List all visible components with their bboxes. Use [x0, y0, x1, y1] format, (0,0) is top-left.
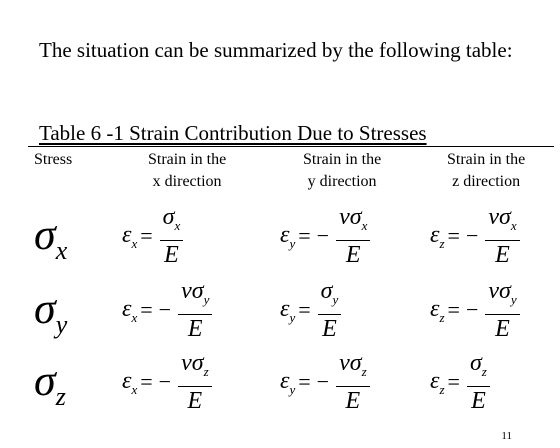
fraction-denominator: E — [187, 387, 203, 414]
equals-sign: = — [140, 297, 153, 323]
epsilon-subscript: x — [131, 381, 138, 397]
equals-sign: = — [447, 223, 460, 249]
epsilon-symbol: $\varepsilon_y$ — [280, 295, 296, 325]
equals-sign: = — [298, 297, 311, 323]
strain-eq-z-z — [430, 351, 490, 414]
equals-sign: = — [447, 297, 460, 323]
header-stress: Stress — [34, 151, 73, 168]
equals-sign: = — [298, 223, 311, 249]
fraction-numerator: $\nu\sigma_z$ — [336, 351, 370, 387]
fraction-denominator: E — [345, 241, 361, 268]
fraction — [467, 351, 490, 414]
equals-sign: = — [140, 369, 153, 395]
epsilon-subscript: x — [131, 235, 138, 251]
stress-subscript: y — [55, 310, 68, 339]
page-number: 11 — [501, 430, 512, 442]
fraction-denominator: E — [345, 387, 361, 414]
stress-symbol-x: $\sigma_x$ — [34, 210, 68, 265]
strain-eq-y-z — [430, 279, 520, 342]
epsilon-symbol: $\varepsilon_y$ — [280, 367, 296, 397]
fraction — [178, 279, 212, 342]
fraction — [178, 351, 212, 414]
fraction-denominator: E — [164, 241, 179, 268]
epsilon-subscript: y — [289, 309, 296, 325]
strain-eq-x-z — [430, 205, 520, 268]
equals-sign: = — [298, 369, 311, 395]
epsilon-subscript: z — [439, 309, 445, 325]
fraction-numerator: $\nu\sigma_x$ — [485, 205, 519, 241]
minus-sign: − — [158, 369, 172, 395]
header-x-direction: Strain in the x direction — [148, 151, 227, 190]
minus-sign: − — [465, 297, 479, 323]
numerator-subscript: z — [361, 363, 367, 379]
minus-sign: − — [316, 369, 330, 395]
epsilon-symbol: $\varepsilon_y$ — [280, 221, 296, 251]
numerator-subscript: y — [510, 291, 517, 307]
epsilon-symbol: $\varepsilon_z$ — [430, 367, 445, 397]
equals-sign: = — [140, 223, 153, 249]
fraction — [485, 205, 519, 268]
strain-eq-x-y — [280, 205, 370, 268]
epsilon-subscript: x — [131, 309, 138, 325]
fraction — [485, 279, 519, 342]
numerator-subscript: x — [510, 217, 517, 233]
strain-eq-x-x — [122, 205, 183, 268]
equals-sign: = — [447, 369, 460, 395]
fraction — [318, 279, 342, 342]
fraction-numerator: $\sigma_x$ — [160, 205, 184, 241]
stress-subscript: x — [55, 236, 68, 265]
table-caption: Table 6 -1 Strain Contribution Due to Stresses — [39, 121, 427, 145]
fraction — [336, 205, 370, 268]
strain-eq-y-x — [122, 279, 212, 342]
fraction-numerator: $\nu\sigma_z$ — [178, 351, 212, 387]
fraction-denominator: E — [495, 315, 510, 342]
fraction-denominator: E — [322, 315, 337, 342]
fraction — [160, 205, 184, 268]
fraction-numerator: $\sigma_y$ — [318, 279, 342, 315]
stress-subscript: z — [55, 382, 66, 411]
fraction-numerator: $\sigma_z$ — [467, 351, 490, 387]
numerator-subscript: y — [203, 291, 210, 307]
fraction-denominator: E — [471, 387, 486, 414]
epsilon-subscript: y — [289, 381, 296, 397]
stress-symbol-y: $\sigma_y$ — [34, 284, 68, 339]
minus-sign: − — [465, 223, 479, 249]
epsilon-subscript: y — [289, 235, 296, 251]
strain-eq-z-y — [280, 351, 370, 414]
numerator-subscript: z — [203, 363, 209, 379]
numerator-subscript: x — [174, 217, 181, 233]
fraction-numerator: $\nu\sigma_x$ — [336, 205, 370, 241]
numerator-subscript: y — [332, 291, 339, 307]
epsilon-symbol: $\varepsilon_z$ — [430, 295, 445, 325]
strain-eq-y-y — [280, 279, 341, 342]
header-z-direction: Strain in the z direction — [447, 151, 526, 190]
epsilon-symbol: $\varepsilon_x$ — [122, 295, 138, 325]
strain-eq-z-x — [122, 351, 212, 414]
fraction-denominator: E — [495, 241, 510, 268]
header-y-direction: Strain in the y direction — [303, 151, 382, 190]
fraction-numerator: $\nu\sigma_y$ — [178, 279, 212, 315]
fraction-denominator: E — [187, 315, 203, 342]
fraction-numerator: $\nu\sigma_y$ — [485, 279, 519, 315]
epsilon-symbol: $\varepsilon_x$ — [122, 221, 138, 251]
numerator-subscript: x — [361, 217, 368, 233]
minus-sign: − — [316, 223, 330, 249]
numerator-subscript: z — [481, 363, 487, 379]
intro-text: The situation can be summarized by the following table: — [39, 38, 513, 62]
epsilon-subscript: z — [439, 235, 445, 251]
table-rule — [28, 146, 554, 147]
minus-sign: − — [158, 297, 172, 323]
stress-symbol-z: $\sigma_z$ — [34, 356, 66, 411]
epsilon-symbol: $\varepsilon_x$ — [122, 367, 138, 397]
epsilon-subscript: z — [439, 381, 445, 397]
fraction — [336, 351, 370, 414]
epsilon-symbol: $\varepsilon_z$ — [430, 221, 445, 251]
